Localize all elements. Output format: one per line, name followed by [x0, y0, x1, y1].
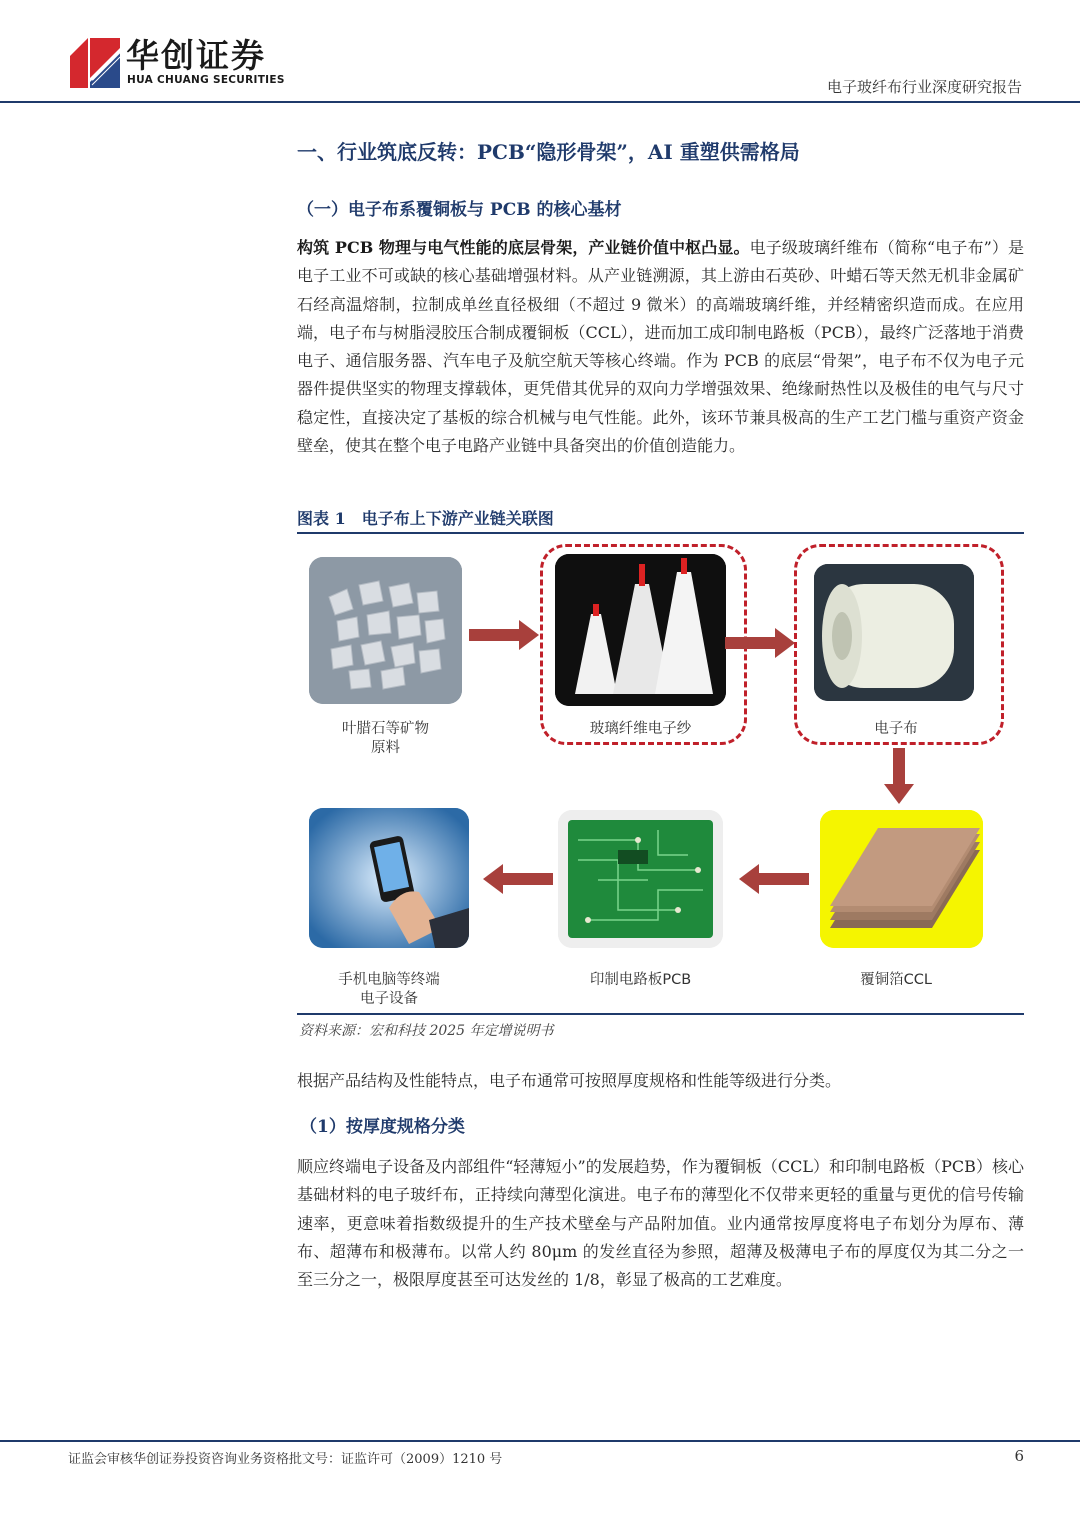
arrow-down-icon [882, 748, 916, 806]
node-caption-terminal-line1: 手机电脑等终端 [338, 972, 440, 988]
arrow-left-icon [737, 862, 809, 896]
yarn-bobbins-icon [555, 554, 726, 706]
figure-title: 图表 1 电子布上下游产业链关联图 [297, 509, 554, 528]
yarn-image [555, 554, 726, 706]
node-caption-terminal-line2: 电子设备 [360, 991, 418, 1007]
figure-source: 资料来源：宏和科技 2025 年定增说明书 [299, 1023, 554, 1039]
mineral-rocks-icon [309, 557, 462, 704]
smartphone-hand-icon [309, 808, 469, 948]
header-divider [0, 101, 1080, 103]
paragraph-2: 根据产品结构及性能特点，电子布通常可按照厚度规格和性能等级进行分类。 [297, 1071, 842, 1090]
logo-text-cn: 华创证券 [126, 36, 266, 75]
footer-divider [0, 1440, 1080, 1442]
terminal-device-image [309, 808, 469, 948]
page-number: 6 [1014, 1447, 1024, 1465]
node-caption-terminal [309, 971, 469, 1009]
node-caption-cloth-line1: 电子布 [874, 721, 918, 737]
node-caption-mineral-line2: 原料 [371, 740, 400, 756]
pcb-image [558, 810, 723, 948]
node-caption-pcb [540, 971, 741, 990]
cloth-roll-icon [814, 564, 974, 701]
node-caption-pcb-line1: 印制电路板PCB [589, 972, 692, 988]
node-caption-yarn-line1: 玻璃纤维电子纱 [589, 721, 692, 737]
logo-mark-icon [70, 38, 120, 88]
paragraph-1 [297, 234, 1024, 460]
arrow-right-icon [725, 626, 797, 660]
footer-license-text: 证监会审核华创证券投资咨询业务资格批文号：证监许可（2009）1210 号 [68, 1452, 503, 1467]
node-caption-cloth [794, 720, 998, 739]
paragraph-1-body: 电子级玻璃纤维布（简称“电子布”）是电子工业不可或缺的核心基础增强材料。从产业链溯源，其上游由石英砂、叶蜡石等天然无机非金属矿石经高温熔制，拉制成单丝直径极细（不超过 9 微米）的高端玻璃纤维，并经精密织造而成。在应用端，电子布与树脂浸胶压合制成覆铜板（CCL），进而加工成印制电路板（PCB），最终广泛落地于消费电子、通信服务器、汽车电子及航空航天等核心终端。作为 PCB 的底层“骨架”，电子布不仅为电子元器件提供坚实的物理支撑载体，更凭借其优异的双向力学增强效果、绝缘耐热性以及极佳的电气与尺寸稳定性，直接决定了基板的综合机械与电气性能。此外，该环节兼具极高的生产工艺门槛与重资产资金壁垒，使其在整个电子电路产业链中具备突出的价值创造能力。 [297, 238, 1024, 456]
cloth-roll-image [814, 564, 974, 701]
supply-chain-diagram [297, 534, 1024, 1013]
classification-heading: （1）按厚度规格分类 [300, 1117, 465, 1137]
node-caption-ccl-line1: 覆铜箔CCL [860, 972, 932, 988]
paragraph-3: 顺应终端电子设备及内部组件“轻薄短小”的发展趋势，作为覆铜板（CCL）和印制电路板（PCB）核心基础材料的电子玻纤布，正持续向薄型化演进。电子布的薄型化不仅带来更轻的重量与更优的信号传输速率，更意味着指数级提升的生产技术壁垒与产品附加值。业内通常按厚度将电子布划分为厚布、薄布、超薄布和极薄布。以常人约 80μm 的发丝直径为参照，超薄及极薄电子布的厚度仅为其二分之一至三分之一，极限厚度甚至可达发丝的 1/8，彰显了极高的工艺难度。 [297, 1157, 1024, 1290]
figure-bottom-rule [297, 1013, 1024, 1015]
report-title: 电子玻纤布行业深度研究报告 [826, 78, 1022, 96]
arrow-left-icon [481, 862, 553, 896]
node-caption-mineral-line1: 叶腊石等矿物 [342, 721, 429, 737]
ccl-sheets-icon [820, 810, 983, 948]
subsection-heading: （一）电子布系覆铜板与 PCB 的核心基材 [297, 200, 622, 220]
mineral-image [309, 557, 462, 704]
logo-text-en: HUA CHUANG SECURITIES [127, 74, 285, 86]
paragraph-1-lead: 构筑 PCB 物理与电气性能的底层骨架，产业链价值中枢凸显。 [297, 238, 750, 257]
arrow-right-icon [469, 618, 541, 652]
node-caption-mineral [309, 720, 462, 758]
ccl-image [820, 810, 983, 948]
pcb-board-icon [558, 810, 723, 948]
section-heading: 一、行业筑底反转：PCB“隐形骨架”，AI 重塑供需格局 [297, 140, 800, 164]
node-caption-ccl [794, 971, 998, 990]
node-caption-yarn [540, 720, 741, 739]
